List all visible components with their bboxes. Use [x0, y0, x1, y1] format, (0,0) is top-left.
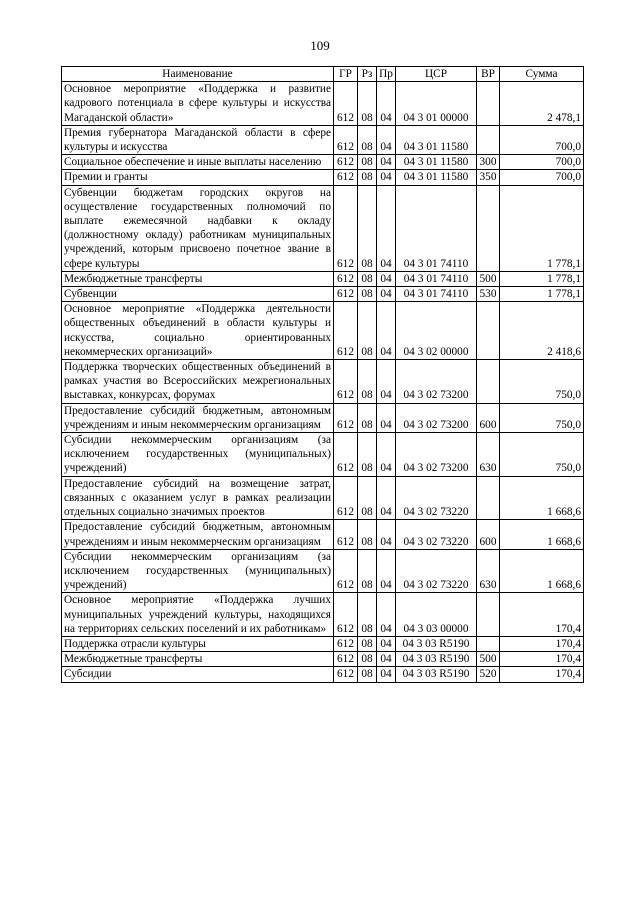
cell-gr: 612	[334, 170, 358, 185]
cell-name: Премии и гранты	[62, 170, 334, 185]
cell-csr: 04 3 01 11580	[396, 155, 477, 170]
cell-vr	[477, 302, 500, 360]
table-row	[62, 667, 584, 682]
cell-rz: 08	[358, 520, 377, 549]
cell-pr: 04	[377, 155, 396, 170]
cell-rz: 08	[358, 302, 377, 360]
table-row	[62, 155, 584, 170]
cell-vr: 600	[477, 403, 500, 432]
cell-pr: 04	[377, 287, 396, 302]
cell-rz: 08	[358, 593, 377, 637]
cell-csr: 04 3 03 R5190	[396, 636, 477, 651]
table-row	[62, 433, 584, 477]
cell-pr: 04	[377, 636, 396, 651]
cell-name: Премия губернатора Магаданской области в сфере культуры и искусства	[62, 125, 334, 154]
cell-sum: 1 778,1	[500, 271, 584, 286]
cell-pr: 04	[377, 302, 396, 360]
cell-gr: 612	[334, 593, 358, 637]
cell-rz: 08	[358, 360, 377, 404]
cell-sum: 1 778,1	[500, 287, 584, 302]
cell-vr: 350	[477, 170, 500, 185]
cell-gr: 612	[334, 271, 358, 286]
cell-pr: 04	[377, 667, 396, 682]
cell-name: Межбюджетные трансферты	[62, 652, 334, 667]
cell-name: Предоставление субсидий на возмещение затрат, связанных с оказанием услуг в рамках реализации отдельных социально значимых проектов	[62, 476, 334, 520]
cell-rz: 08	[358, 476, 377, 520]
table-row	[62, 403, 584, 432]
cell-pr: 04	[377, 403, 396, 432]
cell-name: Поддержка отрасли культуры	[62, 636, 334, 651]
cell-name: Субсидии некоммерческим организациям (за исключением государственных (муниципальных) учреждений)	[62, 549, 334, 593]
cell-sum: 1 778,1	[500, 185, 584, 271]
cell-name: Предоставление субсидий бюджетным, автономным учреждениям и иным некоммерческим организациям	[62, 520, 334, 549]
cell-sum: 2 478,1	[500, 82, 584, 126]
cell-pr: 04	[377, 170, 396, 185]
table-row	[62, 271, 584, 286]
cell-sum: 170,4	[500, 652, 584, 667]
cell-csr: 04 3 03 00000	[396, 593, 477, 637]
table-row	[62, 652, 584, 667]
table-row	[62, 302, 584, 360]
cell-pr: 04	[377, 549, 396, 593]
cell-vr: 300	[477, 155, 500, 170]
cell-csr: 04 3 02 73200	[396, 360, 477, 404]
cell-gr: 612	[334, 302, 358, 360]
cell-gr: 612	[334, 433, 358, 477]
cell-csr: 04 3 03 R5190	[396, 652, 477, 667]
cell-rz: 08	[358, 155, 377, 170]
cell-sum: 750,0	[500, 360, 584, 404]
cell-name: Субвенции	[62, 287, 334, 302]
cell-csr: 04 3 01 00000	[396, 82, 477, 126]
cell-sum: 2 418,6	[500, 302, 584, 360]
cell-vr	[477, 476, 500, 520]
cell-gr: 612	[334, 185, 358, 271]
cell-csr: 04 3 02 00000	[396, 302, 477, 360]
table-row	[62, 636, 584, 651]
table-row	[62, 125, 584, 154]
cell-vr	[477, 125, 500, 154]
cell-vr	[477, 636, 500, 651]
cell-rz: 08	[358, 403, 377, 432]
cell-name: Основное мероприятие «Поддержка лучших муниципальных учреждений культуры, находящихся на территориях сельских поселений и их работникам»	[62, 593, 334, 637]
cell-vr: 520	[477, 667, 500, 682]
table-row	[62, 82, 584, 126]
cell-name: Субсидии	[62, 667, 334, 682]
cell-sum: 750,0	[500, 403, 584, 432]
cell-csr: 04 3 01 11580	[396, 170, 477, 185]
cell-pr: 04	[377, 82, 396, 126]
cell-rz: 08	[358, 82, 377, 126]
cell-csr: 04 3 02 73200	[396, 433, 477, 477]
cell-rz: 08	[358, 125, 377, 154]
cell-sum: 170,4	[500, 636, 584, 651]
cell-gr: 612	[334, 82, 358, 126]
cell-vr: 530	[477, 287, 500, 302]
cell-pr: 04	[377, 360, 396, 404]
cell-pr: 04	[377, 125, 396, 154]
cell-name: Межбюджетные трансферты	[62, 271, 334, 286]
cell-csr: 04 3 02 73220	[396, 520, 477, 549]
cell-name: Субвенции бюджетам городских округов на осуществление государственных полномочий по выплате ежемесячной надбавки к окладу (должностному окладу) работникам муниципальных учреждений, которым присвоено почетное звание в сфере культуры	[62, 185, 334, 271]
cell-name: Основное мероприятие «Поддержка и развитие кадрового потенциала в сфере культуры и искусства Магаданской области»	[62, 82, 334, 126]
cell-sum: 1 668,6	[500, 476, 584, 520]
cell-gr: 612	[334, 667, 358, 682]
header-sum: Сумма	[500, 67, 584, 82]
cell-gr: 612	[334, 549, 358, 593]
cell-name: Социальное обеспечение и иные выплаты населению	[62, 155, 334, 170]
cell-vr: 630	[477, 433, 500, 477]
cell-gr: 612	[334, 125, 358, 154]
table-row	[62, 520, 584, 549]
cell-gr: 612	[334, 652, 358, 667]
header-vr: ВР	[477, 67, 500, 82]
cell-sum: 1 668,6	[500, 549, 584, 593]
cell-pr: 04	[377, 185, 396, 271]
cell-name: Основное мероприятие «Поддержка деятельности общественных объединений в области культуры и искусства, социально ориентированных некоммерческих организаций»	[62, 302, 334, 360]
cell-gr: 612	[334, 287, 358, 302]
cell-sum: 700,0	[500, 125, 584, 154]
table-row	[62, 549, 584, 593]
cell-gr: 612	[334, 403, 358, 432]
cell-sum: 170,4	[500, 667, 584, 682]
cell-pr: 04	[377, 652, 396, 667]
cell-rz: 08	[358, 433, 377, 477]
cell-csr: 04 3 02 73220	[396, 549, 477, 593]
cell-vr	[477, 82, 500, 126]
cell-vr: 630	[477, 549, 500, 593]
header-pr: Пр	[377, 67, 396, 82]
cell-csr: 04 3 01 74110	[396, 287, 477, 302]
cell-rz: 08	[358, 287, 377, 302]
cell-gr: 612	[334, 476, 358, 520]
table-row	[62, 185, 584, 271]
header-csr: ЦСР	[396, 67, 477, 82]
cell-pr: 04	[377, 593, 396, 637]
budget-table	[61, 66, 584, 683]
cell-pr: 04	[377, 271, 396, 286]
cell-gr: 612	[334, 155, 358, 170]
cell-name: Поддержка творческих общественных объединений в рамках участия во Всероссийских межрегиональных выставках, конкурсах, форумах	[62, 360, 334, 404]
header-name: Наименование	[62, 67, 334, 82]
cell-sum: 700,0	[500, 170, 584, 185]
header-row	[62, 67, 584, 82]
cell-rz: 08	[358, 636, 377, 651]
cell-csr: 04 3 01 74110	[396, 185, 477, 271]
cell-vr	[477, 593, 500, 637]
cell-vr: 600	[477, 520, 500, 549]
cell-gr: 612	[334, 520, 358, 549]
cell-csr: 04 3 03 R5190	[396, 667, 477, 682]
cell-sum: 1 668,6	[500, 520, 584, 549]
cell-rz: 08	[358, 185, 377, 271]
cell-rz: 08	[358, 170, 377, 185]
cell-name: Предоставление субсидий бюджетным, автономным учреждениям и иным некоммерческим организациям	[62, 403, 334, 432]
cell-vr	[477, 185, 500, 271]
table-row	[62, 476, 584, 520]
cell-name: Субсидии некоммерческим организациям (за исключением государственных (муниципальных) учреждений)	[62, 433, 334, 477]
table-body	[62, 82, 584, 682]
cell-sum: 170,4	[500, 593, 584, 637]
cell-sum: 700,0	[500, 155, 584, 170]
cell-vr: 500	[477, 652, 500, 667]
header-rz: Рз	[358, 67, 377, 82]
cell-gr: 612	[334, 360, 358, 404]
cell-sum: 750,0	[500, 433, 584, 477]
cell-csr: 04 3 02 73200	[396, 403, 477, 432]
cell-pr: 04	[377, 433, 396, 477]
cell-vr: 500	[477, 271, 500, 286]
cell-csr: 04 3 01 11580	[396, 125, 477, 154]
cell-pr: 04	[377, 476, 396, 520]
table-row	[62, 170, 584, 185]
cell-rz: 08	[358, 667, 377, 682]
cell-gr: 612	[334, 636, 358, 651]
cell-rz: 08	[358, 652, 377, 667]
cell-csr: 04 3 02 73220	[396, 476, 477, 520]
page-number: 109	[310, 38, 330, 53]
cell-rz: 08	[358, 271, 377, 286]
cell-vr	[477, 360, 500, 404]
header-gr: ГР	[334, 67, 358, 82]
cell-csr: 04 3 01 74110	[396, 271, 477, 286]
table-row	[62, 287, 584, 302]
table-row	[62, 360, 584, 404]
table-row	[62, 593, 584, 637]
cell-pr: 04	[377, 520, 396, 549]
cell-rz: 08	[358, 549, 377, 593]
